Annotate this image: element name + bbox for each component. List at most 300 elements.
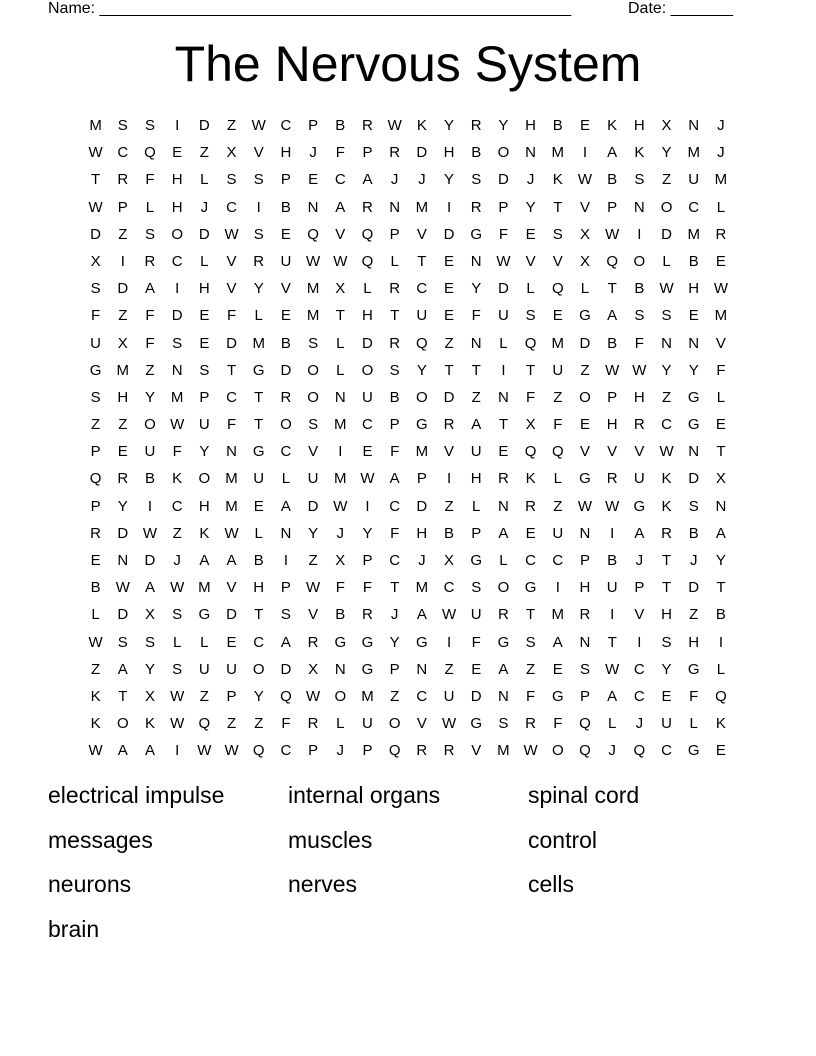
grid-letter: A <box>335 198 346 216</box>
grid-letter: I <box>175 117 180 134</box>
grid-letter: D <box>117 606 129 624</box>
grid-letter: D <box>307 497 319 515</box>
grid-letter: A <box>607 307 618 325</box>
grid-letter: Z <box>390 687 400 705</box>
grid-row <box>82 139 735 166</box>
grid-letter: U <box>226 660 237 678</box>
grid-letter: V <box>280 280 291 298</box>
grid-letter: H <box>171 171 183 189</box>
grid-letter: P <box>362 144 373 162</box>
grid-letter: N <box>307 198 319 216</box>
grid-letter: D <box>198 117 210 134</box>
grid-letter: E <box>688 307 699 325</box>
grid-letter: W <box>224 524 239 542</box>
grid-letter: O <box>198 470 211 488</box>
grid-letter: X <box>715 470 726 488</box>
grid-letter: L <box>716 660 726 678</box>
grid-letter: C <box>226 198 237 216</box>
grid-letter: E <box>444 280 455 298</box>
grid-letter: L <box>254 524 263 542</box>
grid-letter: W <box>88 198 103 216</box>
grid-letter: O <box>307 388 319 406</box>
grid-letter: S <box>90 280 101 298</box>
grid-letter: K <box>90 687 101 705</box>
grid-letter: G <box>579 307 591 325</box>
grid-letter: N <box>579 524 591 542</box>
grid-letter: W <box>577 171 593 189</box>
grid-letter: Q <box>551 443 564 461</box>
grid-letter: O <box>497 144 510 162</box>
grid-letter: O <box>144 416 156 434</box>
grid-letter: A <box>389 470 400 488</box>
grid-letter: F <box>634 334 644 352</box>
grid-letter: G <box>687 388 700 406</box>
grid-row <box>82 166 735 193</box>
grid-letter: M <box>306 307 320 325</box>
grid-letter: V <box>308 443 319 461</box>
grid-letter: G <box>524 579 537 597</box>
word-list-item: neurons <box>48 871 132 897</box>
grid-letter: Y <box>661 361 672 379</box>
grid-letter: U <box>90 334 102 352</box>
grid-letter: W <box>88 742 103 760</box>
grid-letter: I <box>555 579 560 597</box>
grid-letter: A <box>144 742 155 760</box>
grid-letter: B <box>607 334 618 352</box>
grid-letter: Z <box>444 497 454 515</box>
grid-row <box>82 601 735 628</box>
grid-letter: L <box>499 334 508 352</box>
grid-letter: W <box>170 715 185 733</box>
grid-letter: W <box>224 225 239 243</box>
grid-letter: J <box>173 552 181 569</box>
grid-letter: D <box>579 334 591 352</box>
grid-letter: P <box>471 524 482 542</box>
grid-letter: H <box>633 117 645 134</box>
grid-letter: X <box>226 144 237 162</box>
grid-letter: V <box>253 144 264 162</box>
grid-letter: U <box>633 470 645 488</box>
grid-letter: N <box>470 334 482 352</box>
grid-letter: H <box>579 579 591 597</box>
grid-letter: D <box>226 334 237 352</box>
grid-letter: H <box>525 117 537 134</box>
grid-letter: L <box>716 388 726 406</box>
grid-letter: C <box>443 579 455 597</box>
grid-letter: P <box>362 742 373 760</box>
grid-letter: Y <box>444 171 455 189</box>
grid-letter: N <box>280 524 292 542</box>
grid-letter: L <box>390 252 399 270</box>
grid-letter: P <box>280 579 291 597</box>
grid-letter: G <box>361 633 374 651</box>
grid-letter: J <box>418 171 426 189</box>
grid-letter: K <box>90 715 101 733</box>
grid-letter: S <box>552 225 563 243</box>
grid-letter: H <box>470 470 482 488</box>
grid-letter: W <box>88 633 103 651</box>
grid-letter: H <box>633 388 645 406</box>
grid-letter: P <box>308 117 319 134</box>
grid-letter: U <box>552 524 564 542</box>
grid-letter: P <box>389 660 400 678</box>
grid-letter: H <box>688 280 700 298</box>
grid-letter: P <box>308 742 319 760</box>
grid-letter: M <box>334 470 347 488</box>
grid-letter: A <box>715 524 726 542</box>
grid-letter: B <box>444 524 455 542</box>
grid-letter: W <box>659 280 674 298</box>
grid-letter: P <box>90 497 101 515</box>
grid-letter: F <box>471 633 481 651</box>
grid-letter: N <box>389 198 401 216</box>
grid-letter: Z <box>526 660 536 678</box>
grid-letter: M <box>306 280 320 298</box>
grid-letter: Q <box>252 742 265 760</box>
grid-letter: P <box>634 579 645 597</box>
grid-letter: D <box>416 144 428 162</box>
grid-letter: T <box>254 416 264 434</box>
word-list-item: control <box>528 826 598 853</box>
grid-letter: R <box>525 497 537 515</box>
grid-letter: P <box>389 416 400 434</box>
grid-letter: V <box>416 715 427 733</box>
grid-letter: D <box>688 579 700 597</box>
grid-letter: X <box>661 117 672 134</box>
grid-letter: W <box>333 497 348 515</box>
grid-letter: K <box>715 715 726 733</box>
grid-letter: E <box>362 443 373 461</box>
grid-letter: L <box>172 633 182 651</box>
grid-letter: N <box>470 252 482 270</box>
grid-letter: M <box>361 687 374 705</box>
grid-letter: F <box>145 334 155 352</box>
grid-letter: T <box>661 579 672 597</box>
grid-letter: F <box>362 579 373 597</box>
grid-letter: O <box>660 198 673 216</box>
grid-letter: P <box>579 552 590 569</box>
grid-letter: R <box>362 606 373 624</box>
grid-letter: R <box>307 715 319 733</box>
date-field[interactable]: Date: _______ <box>628 0 733 17</box>
grid-letter: R <box>661 524 672 542</box>
grid-letter: F <box>390 443 400 461</box>
grid-letter: N <box>688 443 700 461</box>
grid-letter: J <box>336 742 345 760</box>
grid-letter: K <box>144 715 155 733</box>
grid-letter: E <box>525 225 536 243</box>
grid-row <box>82 384 735 411</box>
grid-letter: S <box>308 334 319 352</box>
grid-letter: K <box>661 497 672 515</box>
grid-letter: J <box>200 198 209 216</box>
grid-letter: T <box>471 361 481 379</box>
grid-letter: B <box>335 606 346 624</box>
grid-letter: D <box>144 552 156 569</box>
grid-letter: X <box>444 552 455 569</box>
grid-letter: B <box>688 252 699 270</box>
grid-letter: P <box>362 552 373 569</box>
grid-letter: P <box>199 388 210 406</box>
grid-letter: J <box>635 715 644 733</box>
grid-letter: F <box>689 687 699 705</box>
word-search-grid <box>82 112 735 765</box>
grid-letter: A <box>607 687 618 705</box>
grid-letter: N <box>688 117 700 134</box>
grid-letter: P <box>607 388 618 406</box>
grid-letter: N <box>688 334 700 352</box>
grid-letter: E <box>199 307 210 325</box>
grid-letter: O <box>579 388 591 406</box>
grid-letter: S <box>634 171 645 189</box>
grid-letter: Z <box>226 117 237 134</box>
grid-letter: K <box>172 470 183 488</box>
grid-letter: G <box>497 633 510 651</box>
grid-letter: Q <box>361 225 374 243</box>
grid-letter: I <box>446 198 452 216</box>
grid-letter: M <box>415 443 429 461</box>
grid-letter: H <box>171 198 183 216</box>
grid-letter: G <box>252 443 265 461</box>
grid-letter: W <box>441 715 457 733</box>
word-list-item: electrical impulse <box>48 782 225 808</box>
grid-row <box>82 683 735 710</box>
grid-letter: C <box>280 117 292 134</box>
grid-letter: H <box>661 606 672 624</box>
grid-letter: J <box>608 742 616 760</box>
grid-letter: Y <box>362 524 373 542</box>
grid-letter: L <box>145 198 155 216</box>
grid-letter: S <box>525 307 536 325</box>
grid-letter: L <box>662 252 671 270</box>
grid-row <box>82 248 735 275</box>
grid-letter: W <box>306 579 321 597</box>
grid-letter: Q <box>606 252 618 270</box>
grid-letter: W <box>605 225 620 243</box>
grid-letter: R <box>633 416 645 434</box>
grid-letter: V <box>471 742 482 760</box>
grid-letter: A <box>471 416 482 434</box>
grid-letter: O <box>551 742 564 760</box>
grid-letter: U <box>606 579 618 597</box>
grid-letter: M <box>497 742 510 760</box>
grid-letter: Y <box>498 117 509 134</box>
grid-letter: T <box>498 416 508 434</box>
grid-row <box>82 194 735 221</box>
grid-letter: E <box>552 660 563 678</box>
grid-letter: A <box>498 660 509 678</box>
grid-letter: S <box>389 361 400 379</box>
grid-letter: Z <box>308 552 318 569</box>
grid-letter: K <box>525 470 536 488</box>
grid-letter: L <box>363 280 372 298</box>
grid-letter: W <box>115 579 130 597</box>
grid-letter: B <box>715 606 726 624</box>
grid-letter: I <box>256 198 261 216</box>
grid-letter: F <box>145 171 155 189</box>
grid-letter: X <box>144 687 155 705</box>
grid-letter: F <box>335 579 345 597</box>
word-list-item: messages <box>48 826 153 853</box>
grid-letter: P <box>579 687 590 705</box>
grid-letter: B <box>552 117 563 134</box>
grid-letter: Q <box>198 715 211 733</box>
grid-letter: F <box>498 225 508 243</box>
grid-letter: T <box>390 579 400 597</box>
grid-letter: E <box>498 443 509 461</box>
grid-letter: R <box>579 606 591 624</box>
grid-letter: L <box>336 361 345 379</box>
grid-letter: D <box>661 225 672 243</box>
grid-letter: V <box>335 225 346 243</box>
grid-letter: W <box>496 252 511 270</box>
grid-letter: G <box>252 361 265 379</box>
grid-letter: T <box>607 280 617 298</box>
grid-letter: P <box>280 171 291 189</box>
grid-letter: R <box>525 715 537 733</box>
grid-letter: F <box>471 307 481 325</box>
grid-letter: V <box>226 579 237 597</box>
grid-letter: U <box>307 470 319 488</box>
grid-letter: P <box>607 198 618 216</box>
grid-letter: Z <box>199 687 209 705</box>
grid-letter: V <box>226 280 237 298</box>
grid-letter: Z <box>661 171 672 189</box>
grid-letter: U <box>552 361 564 379</box>
grid-letter: Y <box>144 388 155 406</box>
grid-letter: E <box>552 307 563 325</box>
grid-letter: F <box>172 443 182 461</box>
grid-letter: R <box>90 524 102 542</box>
grid-letter: A <box>117 742 128 760</box>
grid-letter: I <box>718 633 723 651</box>
grid-letter: J <box>635 552 644 569</box>
name-field[interactable]: Name: _____________________________________________________ <box>48 0 572 17</box>
grid-letter: B <box>389 388 400 406</box>
grid-letter: E <box>444 307 455 325</box>
grid-letter: I <box>175 280 180 298</box>
grid-letter: M <box>198 579 211 597</box>
grid-letter: W <box>441 606 457 624</box>
grid-letter: S <box>144 633 155 651</box>
grid-letter: T <box>254 606 264 624</box>
grid-letter: W <box>142 524 158 542</box>
grid-letter: L <box>281 470 291 488</box>
grid-letter: Q <box>715 687 727 705</box>
grid-letter: H <box>253 579 265 597</box>
grid-letter: Y <box>416 361 427 379</box>
grid-letter: R <box>307 633 319 651</box>
grid-letter: B <box>634 280 645 298</box>
grid-letter: C <box>525 552 537 569</box>
grid-letter: E <box>579 117 590 134</box>
grid-letter: G <box>416 416 428 434</box>
grid-row <box>82 629 735 656</box>
grid-letter: K <box>552 171 563 189</box>
grid-letter: M <box>415 579 429 597</box>
grid-letter: W <box>523 742 538 760</box>
grid-letter: N <box>497 497 509 515</box>
grid-letter: M <box>714 307 728 325</box>
grid-letter: V <box>579 198 590 216</box>
grid-letter: C <box>389 497 401 515</box>
grid-letter: Z <box>226 715 237 733</box>
grid-row <box>82 357 735 384</box>
grid-letter: Y <box>144 660 155 678</box>
grid-letter: Z <box>199 144 209 162</box>
grid-letter: I <box>637 633 642 651</box>
grid-letter: M <box>225 497 238 515</box>
grid-letter: R <box>470 198 482 216</box>
grid-letter: K <box>416 117 427 134</box>
grid-row <box>82 221 735 248</box>
grid-letter: K <box>607 117 618 134</box>
grid-letter: E <box>90 552 101 569</box>
grid-letter: F <box>553 715 563 733</box>
grid-letter: F <box>226 416 237 434</box>
grid-letter: Q <box>579 742 591 760</box>
grid-letter: L <box>716 198 726 216</box>
grid-letter: R <box>443 742 455 760</box>
grid-letter: A <box>144 579 155 597</box>
grid-letter: T <box>553 198 563 216</box>
grid-letter: R <box>144 252 156 270</box>
grid-letter: A <box>607 144 618 162</box>
grid-letter: S <box>226 171 237 189</box>
grid-letter: M <box>551 144 565 162</box>
grid-letter: Q <box>524 334 537 352</box>
word-list-item: brain <box>48 915 100 942</box>
grid-letter: V <box>579 443 590 461</box>
grid-letter: F <box>281 715 291 733</box>
grid-letter: N <box>661 334 672 352</box>
grid-letter: U <box>416 307 428 325</box>
grid-letter: N <box>334 660 346 678</box>
grid-letter: A <box>498 524 509 542</box>
grid-letter: X <box>90 252 101 270</box>
grid-letter: R <box>606 470 618 488</box>
grid-letter: M <box>334 416 347 434</box>
grid-row <box>82 493 735 520</box>
grid-letter: M <box>687 144 700 162</box>
grid-letter: F <box>145 307 155 325</box>
grid-letter: Y <box>715 552 726 569</box>
grid-letter: D <box>171 307 183 325</box>
grid-row <box>82 656 735 683</box>
grid-letter: U <box>497 307 509 325</box>
grid-letter: G <box>551 687 564 705</box>
grid-letter: T <box>335 307 345 325</box>
grid-letter: A <box>199 552 210 569</box>
grid-letter: U <box>688 171 700 189</box>
grid-letter: W <box>605 361 620 379</box>
grid-letter: E <box>579 416 590 434</box>
grid-letter: N <box>525 144 537 162</box>
grid-letter: V <box>634 443 645 461</box>
grid-letter: T <box>254 388 264 406</box>
grid-letter: W <box>88 144 103 162</box>
grid-row <box>82 438 735 465</box>
grid-letter: I <box>501 361 506 379</box>
grid-letter: S <box>471 171 482 189</box>
grid-letter: O <box>280 416 292 434</box>
grid-letter: E <box>444 252 455 270</box>
grid-letter: Z <box>553 497 563 515</box>
grid-letter: P <box>226 687 237 705</box>
grid-letter: T <box>444 361 454 379</box>
grid-letter: X <box>525 416 536 434</box>
grid-letter: Q <box>579 715 591 733</box>
